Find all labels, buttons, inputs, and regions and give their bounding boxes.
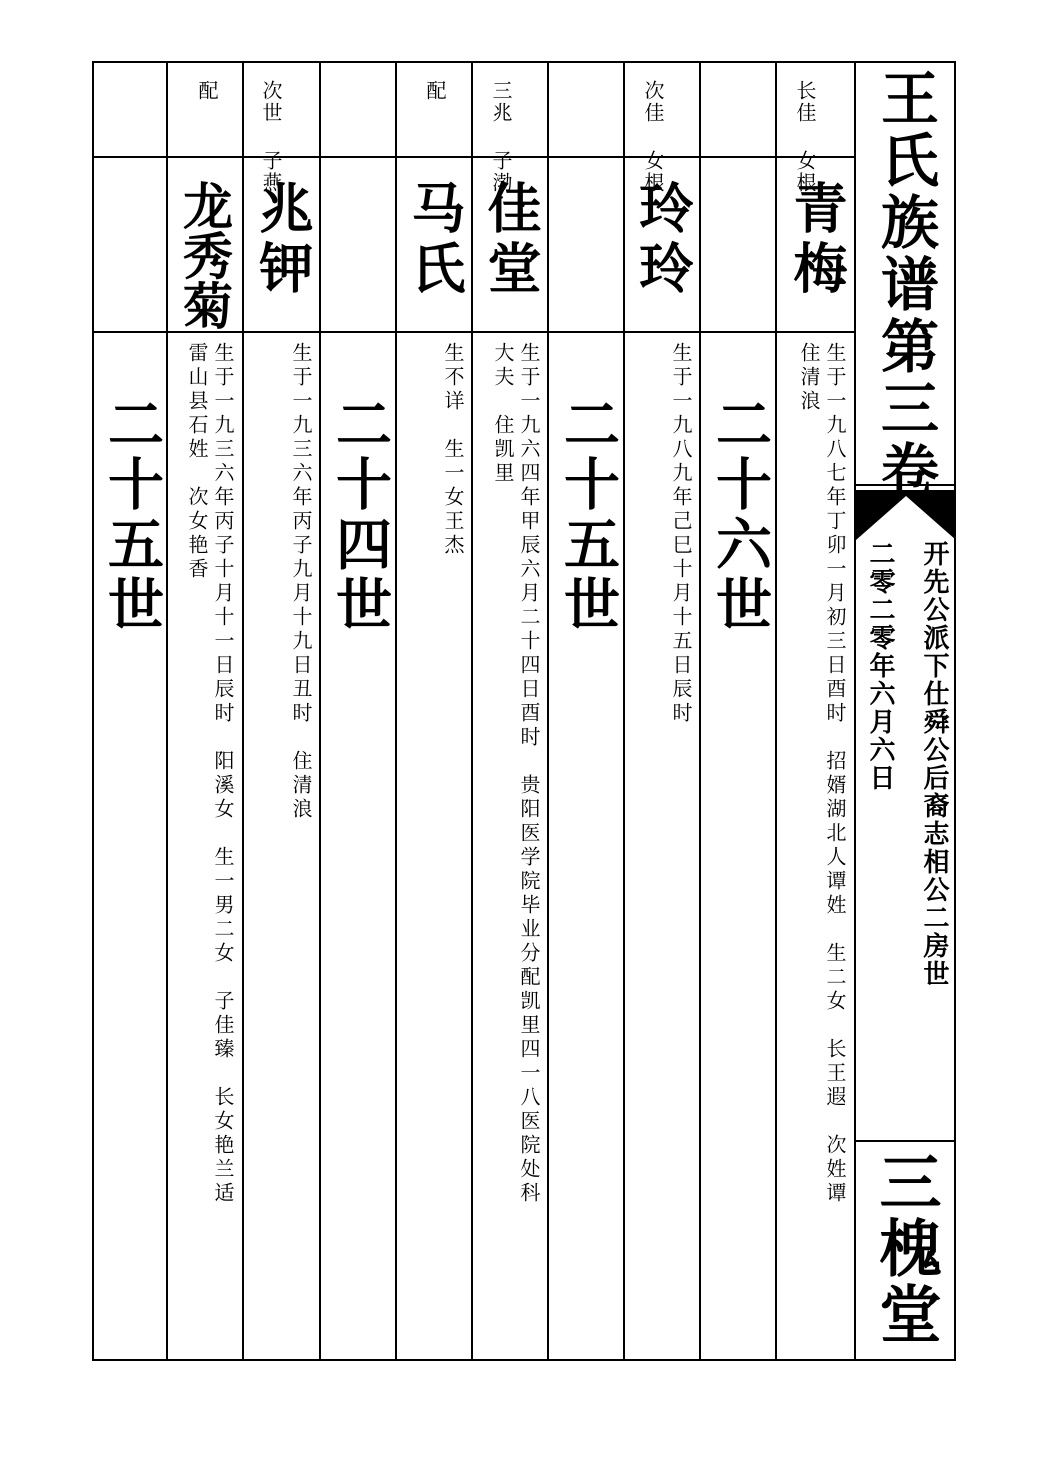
person-name: 兆钾 (251, 180, 314, 300)
publication-date: 二零二零年六月六日 (865, 540, 895, 792)
column-divider (701, 61, 777, 1361)
row-divider (92, 156, 856, 158)
hall-name: 三槐堂 (869, 1150, 942, 1348)
person-name: 马氏 (403, 180, 466, 300)
relation-label: 配 (423, 80, 447, 102)
column-divider (321, 61, 397, 1361)
relation-label: 配 (195, 80, 219, 102)
relation-label: 三兆 子渤 (489, 80, 513, 194)
column-divider (549, 61, 625, 1361)
relation-label: 次世 子燕 (259, 80, 283, 194)
person-name: 佳堂 (479, 180, 542, 300)
relation-label: 长佳 女根 (793, 80, 817, 194)
generation-label: 二十五世 (99, 395, 164, 635)
person-name: 玲玲 (631, 180, 694, 300)
row-divider (92, 331, 856, 333)
generation-label: 二十六世 (707, 395, 772, 635)
person-bio: 生于一九三六年丙子十月十一日辰时 阳溪女 生一男二女 子佳臻 长女艳兰适 雷山县石姓 次女艳香 (185, 342, 235, 1206)
person-bio: 生于一九八七年丁卯一月初三日酉时 招婿湖北人谭姓 生二女 长王遐 次姓谭 住清浪 (797, 342, 847, 1206)
book-title: 王氏族谱第三卷 (871, 68, 939, 502)
relation-label: 次佳 女根 (641, 80, 665, 194)
person-name: 龙秀菊 (175, 180, 233, 330)
title-divider (856, 1140, 956, 1142)
person-bio: 生于一九六四年甲辰六月二十四日酉时 贵阳医学院毕业分配凯里四一八医院处科 大夫 住凯里 (491, 342, 541, 1206)
person-bio: 生不详 生一女王杰 (441, 342, 465, 558)
generation-label: 二十四世 (327, 395, 392, 635)
person-bio: 生于一九三六年丙子九月十九日丑时 住清浪 (289, 342, 313, 822)
person-name: 青梅 (785, 180, 848, 300)
person-bio: 生于一九八九年己巳十月十五日辰时 (669, 342, 693, 726)
generation-label: 二十五世 (555, 395, 620, 635)
branch-subtitle: 开先公派下仕舜公后裔志相公二房世 (919, 540, 949, 988)
column-divider (92, 61, 168, 1361)
